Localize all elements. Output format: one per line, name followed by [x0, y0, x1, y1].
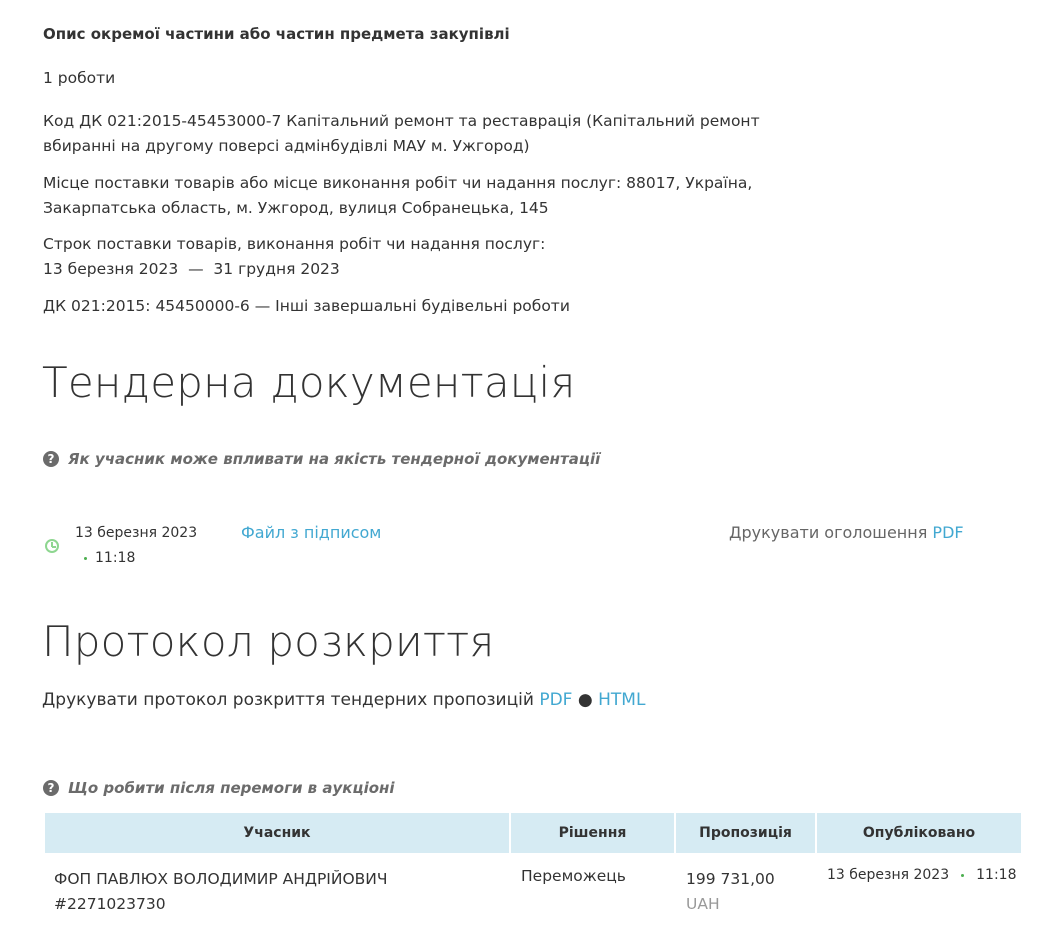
offer-currency: UAH	[686, 895, 720, 913]
results-table	[43, 813, 1023, 918]
col-offer: Пропозиція	[676, 813, 815, 853]
print-protocol-pdf-link[interactable]: PDF	[539, 690, 573, 710]
published-row	[827, 867, 1020, 883]
clock-icon	[45, 539, 59, 553]
question-circle-icon: ?	[43, 451, 59, 467]
doc-date: 13 березня 2023	[75, 525, 198, 541]
protocol-heading: Протокол розкриття	[42, 617, 495, 666]
lot-term-dates	[43, 257, 783, 282]
lot-quantity: 1 роботи	[43, 69, 116, 87]
print-announcement-label: Друкувати оголошення	[729, 523, 928, 542]
lot-term-start: 13 березня 2023	[43, 260, 179, 278]
lot-term-label: Строк поставки товарів, виконання робіт чи надання послуг:	[43, 235, 546, 253]
offer-cell	[676, 853, 815, 918]
win-help-link[interactable]	[43, 779, 395, 797]
lot-term-separator: —	[188, 260, 204, 278]
print-protocol-html-link[interactable]: HTML	[598, 690, 646, 710]
offer-amount: 199 731,00	[686, 870, 775, 888]
lot-code	[43, 109, 783, 159]
docs-help-text: Як учасник може впливати на якість тендерної документації	[68, 450, 601, 468]
docs-heading: Тендерна документація	[42, 358, 576, 407]
table-header-row	[45, 813, 1021, 853]
doc-time-row	[84, 550, 135, 566]
published-time: 11:18	[976, 867, 1017, 883]
print-announcement	[729, 523, 964, 542]
lot-cpv: ДК 021:2015: 45450000-6 — Інші завершальні будівельні роботи	[43, 297, 570, 315]
participant-id: #2271023730	[54, 895, 166, 913]
participant-cell	[45, 853, 509, 918]
question-circle-icon: ?	[43, 780, 59, 796]
win-help-text: Що робити після перемоги в аукціоні	[68, 779, 395, 797]
docs-help-link[interactable]	[43, 450, 600, 468]
print-protocol-label: Друкувати протокол розкриття тендерних пропозицій	[42, 690, 534, 710]
decision-cell: Переможець	[521, 867, 626, 885]
published-cell	[817, 853, 1021, 918]
bullet-separator: ●	[577, 690, 593, 710]
lot-code-line1: Код ДК 021:2015-45453000-7 Капітальний ремонт та реставрація (Капітальний ремонт	[43, 112, 760, 130]
lot-term	[43, 232, 783, 282]
col-decision: Рішення	[511, 813, 674, 853]
lot-place	[43, 171, 783, 221]
lot-term-end: 31 грудня 2023	[213, 260, 340, 278]
lot-code-line2: вбиранні на другому поверсі адмінбудівлі МАУ м. Ужгород)	[43, 137, 530, 155]
dot-icon	[961, 874, 964, 877]
participant-name: ФОП ПАВЛЮХ ВОЛОДИМИР АНДРІЙОВИЧ	[54, 870, 388, 888]
print-protocol	[42, 690, 645, 710]
table-row	[45, 853, 1021, 918]
dot-icon	[84, 557, 87, 560]
col-participant: Учасник	[45, 813, 509, 853]
doc-time: 11:18	[95, 550, 136, 566]
lot-place-line1: Місце поставки товарів або місце виконання робіт чи надання послуг: 88017, Україна,	[43, 174, 753, 192]
print-announcement-pdf-link[interactable]: PDF	[932, 523, 964, 542]
col-published: Опубліковано	[817, 813, 1021, 853]
lot-place-line2: Закарпатська область, м. Ужгород, вулиця Собранецька, 145	[43, 199, 549, 217]
lot-title: Опис окремої частини або частин предмета закупівлі	[43, 25, 510, 43]
published-date: 13 березня 2023	[827, 867, 950, 883]
file-signature-link[interactable]: Файл з підписом	[241, 523, 382, 542]
